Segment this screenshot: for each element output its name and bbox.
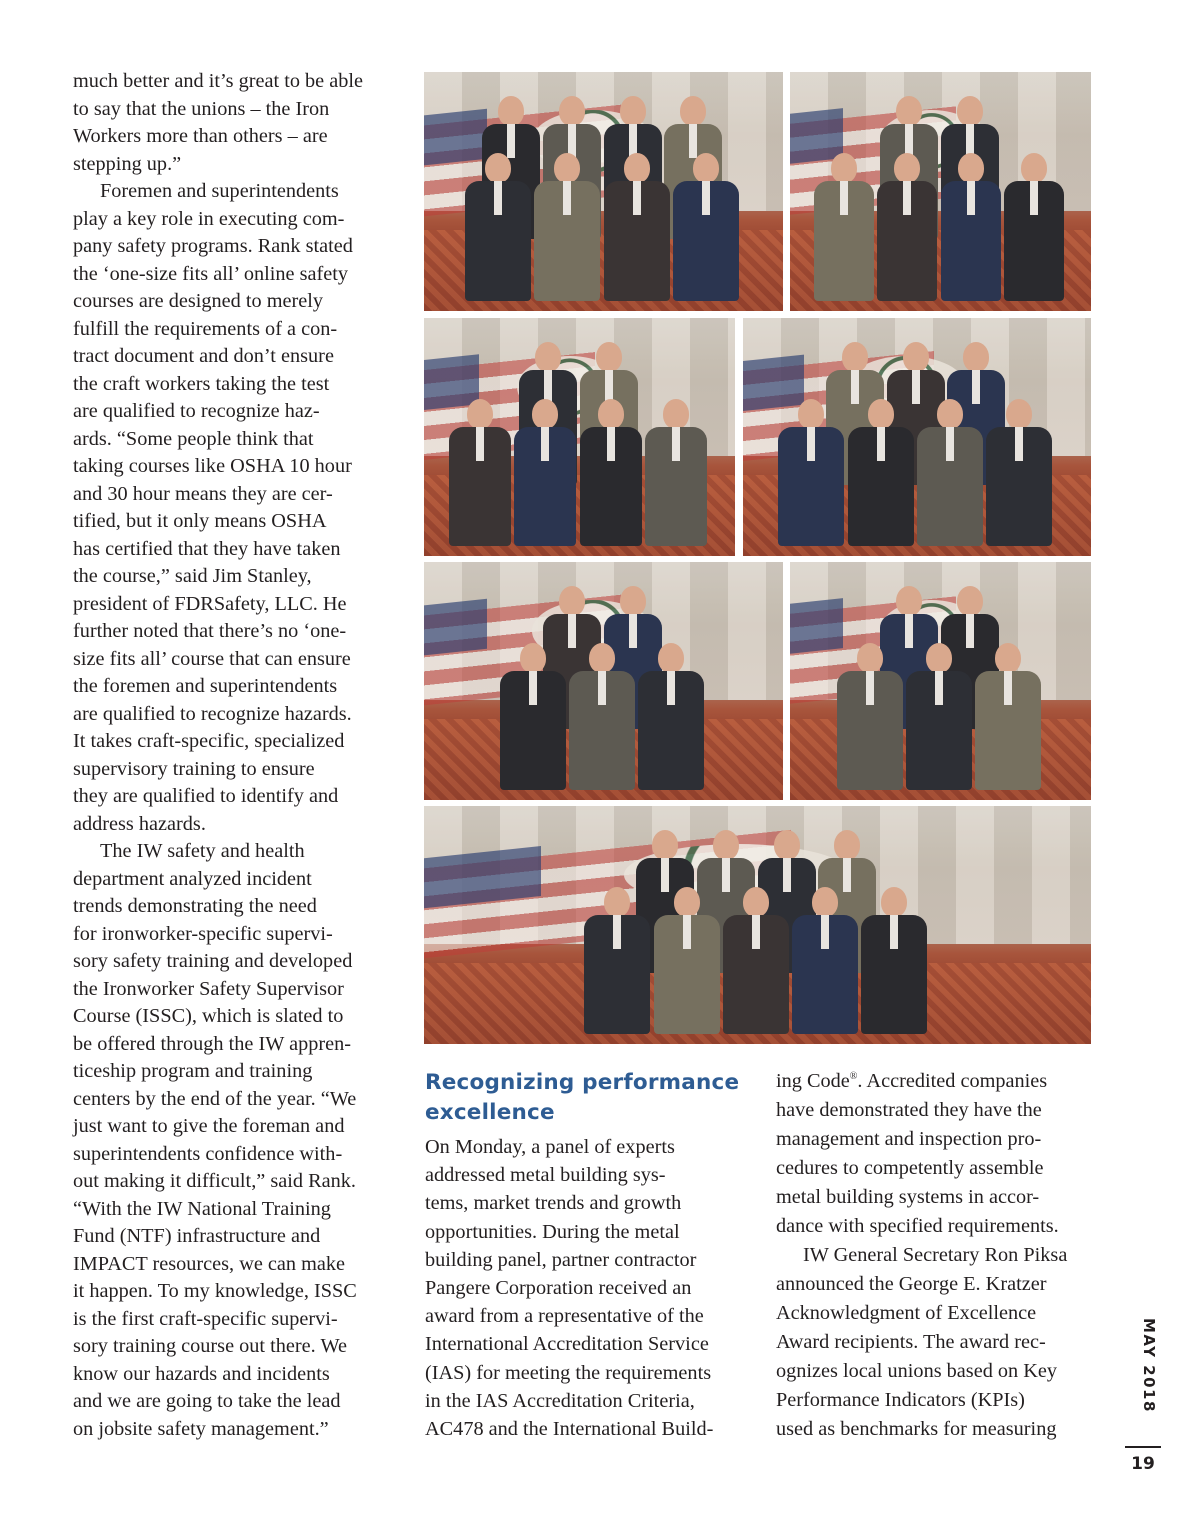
- folio-divider: [1125, 1446, 1161, 1448]
- person-shirt: [529, 671, 537, 705]
- person-shirt: [672, 427, 680, 461]
- text-line: management and inspection pro-: [776, 1128, 1042, 1150]
- person-shirt: [667, 671, 675, 705]
- person-figure: [848, 399, 914, 547]
- text-line: it happen. To my knowledge, ISSC: [73, 1280, 357, 1302]
- text-line: address hazards.: [73, 812, 206, 835]
- text-line: AC478 and the International Build-: [425, 1418, 714, 1441]
- text-line: and 30 hour means they are cer-: [73, 482, 333, 505]
- person-head: [958, 153, 984, 183]
- text-line: On Monday, a panel of experts: [425, 1136, 675, 1158]
- left-paragraph-2: [73, 178, 388, 838]
- text-line: for ironworker-specific supervi-: [73, 922, 333, 945]
- text-line: “With the IW National Training: [73, 1197, 331, 1220]
- text-line: Acknowledgment of Excellence: [776, 1302, 1037, 1324]
- group-photo-7: [424, 806, 1091, 1044]
- text-line: dance with specified requirements.: [776, 1215, 1059, 1237]
- person-figure: [814, 153, 874, 301]
- person-head: [881, 887, 907, 917]
- text-line: size fits all’ course that can ensure: [73, 647, 351, 670]
- text-line: sory safety training and developed: [73, 950, 353, 972]
- text-line: It takes craft-specific, specialized: [73, 730, 345, 752]
- text-line: (IAS) for meeting the requirements: [425, 1361, 712, 1384]
- person-head: [842, 342, 868, 372]
- person-shirt: [476, 427, 484, 461]
- text-line: and we are going to take the lead: [73, 1390, 341, 1412]
- group-photo-6: [790, 562, 1091, 800]
- right-paragraph-1: ing Code®. Accredited companies have demonstrated they have the management and inspection pro- cedures to competently assemble metal building systems in accor- dance with specified requirements.: [776, 1070, 1059, 1237]
- text-line: pany safety programs. Rank stated: [73, 235, 353, 257]
- person-figure: [534, 153, 600, 301]
- person-shirt: [752, 915, 760, 949]
- person-head: [589, 643, 615, 673]
- text-line: tified, but it only means OSHA: [73, 510, 327, 532]
- person-head: [831, 153, 857, 183]
- person-head: [604, 887, 630, 917]
- person-shirt: [1015, 427, 1023, 461]
- person-head: [485, 153, 511, 183]
- text-line: Award recipients. The award rec-: [776, 1331, 1046, 1353]
- text-line: on jobsite safety management.”: [73, 1417, 329, 1440]
- text-line: ticeship program and training: [73, 1060, 313, 1082]
- person-head: [963, 342, 989, 372]
- text-line: the course,” said Jim Stanley,: [73, 565, 312, 587]
- text-line: the ‘one-size fits all’ online safety: [73, 262, 349, 285]
- group-photo-2: [790, 72, 1091, 311]
- text-line: have demonstrated they have the: [776, 1099, 1042, 1121]
- person-figure: [465, 153, 531, 301]
- person-head: [596, 342, 622, 372]
- person-head: [957, 586, 983, 616]
- issue-date: MAY 2018: [1140, 1318, 1158, 1413]
- left-paragraph-1: much better and it’s great to be able to say that the unions – the Iron Workers more than others – are stepping up.”: [73, 70, 364, 175]
- text-line: the craft workers taking the test: [73, 372, 330, 395]
- text-line: Performance Indicators (KPIs): [776, 1389, 1025, 1411]
- text-line: The IW safety and health: [100, 840, 305, 862]
- left-paragraph-3: [73, 838, 388, 1443]
- person-shirt: [821, 915, 829, 949]
- person-head: [798, 399, 824, 429]
- text-line: the foremen and superintendents: [73, 675, 338, 697]
- text-line: tems, market trends and growth: [425, 1192, 682, 1215]
- person-head: [498, 96, 524, 126]
- person-head: [467, 399, 493, 429]
- person-shirt: [967, 181, 975, 215]
- right-text-column: [776, 1067, 1090, 1444]
- person-figure: [877, 153, 937, 301]
- left-text-column: [73, 68, 388, 1443]
- person-shirt: [613, 915, 621, 949]
- person-shirt: [563, 181, 571, 215]
- person-shirt: [903, 181, 911, 215]
- person-head: [624, 153, 650, 183]
- text-line: opportunities. During the metal: [425, 1220, 680, 1243]
- text-line: IW General Secretary Ron Piksa: [803, 1244, 1068, 1266]
- text-line: department analyzed incident: [73, 867, 312, 890]
- text-line: tract document and don’t ensure: [73, 345, 334, 367]
- text-line: just want to give the foreman and: [73, 1115, 345, 1137]
- text-line: sory training course out there. We: [73, 1335, 347, 1357]
- text-line: Course (ISSC), which is slated to: [73, 1005, 344, 1027]
- person-figure: [723, 887, 789, 1035]
- person-figure: [778, 399, 844, 547]
- person-head: [693, 153, 719, 183]
- text-line: ognizes local unions based on Key: [776, 1360, 1058, 1382]
- text-line: play a key role in executing com-: [73, 207, 345, 230]
- right-paragraph-2: [776, 1241, 1090, 1444]
- person-head: [520, 643, 546, 673]
- registered-mark: ®: [849, 1071, 858, 1083]
- person-head: [937, 399, 963, 429]
- person-shirt: [1030, 181, 1038, 215]
- person-head: [857, 643, 883, 673]
- section-heading: Recognizing performance excellence: [425, 1070, 740, 1125]
- person-head: [743, 887, 769, 917]
- person-shirt: [935, 671, 943, 705]
- person-head: [663, 399, 689, 429]
- person-figure: [654, 887, 720, 1035]
- person-figure: [584, 887, 650, 1035]
- text-line: superintendents confidence with-: [73, 1142, 343, 1165]
- person-shirt: [1004, 671, 1012, 705]
- person-head: [674, 887, 700, 917]
- person-shirt: [807, 427, 815, 461]
- text-line: are qualified to recognize hazards.: [73, 702, 352, 725]
- person-head: [957, 96, 983, 126]
- text-line: IMPACT resources, we can make: [73, 1252, 346, 1275]
- page-number: 19: [1131, 1454, 1155, 1474]
- person-figure: [500, 643, 566, 791]
- text-line: International Accreditation Service: [425, 1333, 709, 1356]
- text-line: award from a representative of the: [425, 1305, 704, 1328]
- person-shirt: [890, 915, 898, 949]
- person-figure: [449, 399, 511, 547]
- middle-text-column: [425, 1133, 739, 1443]
- person-head: [713, 830, 739, 860]
- person-shirt: [607, 427, 615, 461]
- group-photo-1: [424, 72, 783, 311]
- person-head: [620, 586, 646, 616]
- person-head: [834, 830, 860, 860]
- person-head: [554, 153, 580, 183]
- group-photo-3: [424, 318, 735, 556]
- text-line: announced the George E. Kratzer: [776, 1273, 1047, 1295]
- person-shirt: [840, 181, 848, 215]
- person-head: [658, 643, 684, 673]
- text-line: the Ironworker Safety Supervisor: [73, 977, 344, 1000]
- text-line: trends demonstrating the need: [73, 895, 317, 917]
- person-head: [903, 342, 929, 372]
- text-line: in the IAS Accreditation Criteria,: [425, 1389, 695, 1412]
- group-photo-4: [743, 318, 1091, 556]
- person-head: [894, 153, 920, 183]
- text-line: know our hazards and incidents: [73, 1362, 330, 1385]
- text-line: Fund (NTF) infrastructure and: [73, 1225, 321, 1247]
- text-line: is the first craft-specific supervi-: [73, 1307, 338, 1330]
- person-shirt: [494, 181, 502, 215]
- person-head: [995, 643, 1021, 673]
- person-head: [812, 887, 838, 917]
- person-head: [774, 830, 800, 860]
- person-figure: [837, 643, 903, 791]
- text-line: ards. “Some people think that: [73, 427, 314, 450]
- person-head: [535, 342, 561, 372]
- person-shirt: [702, 181, 710, 215]
- person-figure: [604, 153, 670, 301]
- text-line: has certified that they have taken: [73, 537, 341, 560]
- text-line: supervisory training to ensure: [73, 757, 315, 780]
- person-head: [896, 96, 922, 126]
- text-line: are qualified to recognize haz-: [73, 400, 320, 422]
- person-head: [559, 96, 585, 126]
- person-head: [620, 96, 646, 126]
- person-head: [1006, 399, 1032, 429]
- person-shirt: [541, 427, 549, 461]
- person-shirt: [866, 671, 874, 705]
- person-shirt: [877, 427, 885, 461]
- person-head: [559, 586, 585, 616]
- person-figure: [1004, 153, 1064, 301]
- text-line: be offered through the IW appren-: [73, 1032, 352, 1055]
- text-line: Foremen and superintendents: [100, 180, 339, 202]
- text-line: used as benchmarks for measuring: [776, 1418, 1057, 1440]
- person-shirt: [633, 181, 641, 215]
- text-line: Pangere Corporation received an: [425, 1277, 692, 1300]
- person-shirt: [598, 671, 606, 705]
- person-head: [1021, 153, 1047, 183]
- text-line: out making it difficult,” said Rank.: [73, 1170, 356, 1192]
- person-figure: [917, 399, 983, 547]
- person-head: [868, 399, 894, 429]
- text-line: cedures to competently assemble: [776, 1157, 1044, 1179]
- text-line: metal building systems in accor-: [776, 1186, 1040, 1208]
- person-figure: [638, 643, 704, 791]
- text-line: fulfill the requirements of a con-: [73, 317, 338, 340]
- text-line: they are qualified to identify and: [73, 785, 339, 807]
- text-line: president of FDRSafety, LLC. He: [73, 592, 347, 615]
- person-head: [896, 586, 922, 616]
- text-line: courses are designed to merely: [73, 290, 324, 312]
- text-line: taking courses like OSHA 10 hour: [73, 455, 352, 477]
- person-shirt: [683, 915, 691, 949]
- group-photo-5: [424, 562, 783, 800]
- person-head: [680, 96, 706, 126]
- person-head: [652, 830, 678, 860]
- text-line: further noted that there’s no ‘one-: [73, 620, 347, 642]
- text-line: building panel, partner contractor: [425, 1248, 697, 1271]
- person-figure: [941, 153, 1001, 301]
- person-figure: [673, 153, 739, 301]
- person-figure: [569, 643, 635, 791]
- person-figure: [580, 399, 642, 547]
- person-head: [532, 399, 558, 429]
- person-figure: [986, 399, 1052, 547]
- person-figure: [906, 643, 972, 791]
- person-head: [598, 399, 624, 429]
- person-figure: [645, 399, 707, 547]
- person-head: [926, 643, 952, 673]
- person-figure: [975, 643, 1041, 791]
- text-line: centers by the end of the year. “We: [73, 1087, 357, 1110]
- person-figure: [792, 887, 858, 1035]
- text-line: addressed metal building sys-: [425, 1164, 666, 1187]
- person-shirt: [946, 427, 954, 461]
- person-figure: [861, 887, 927, 1035]
- person-figure: [514, 399, 576, 547]
